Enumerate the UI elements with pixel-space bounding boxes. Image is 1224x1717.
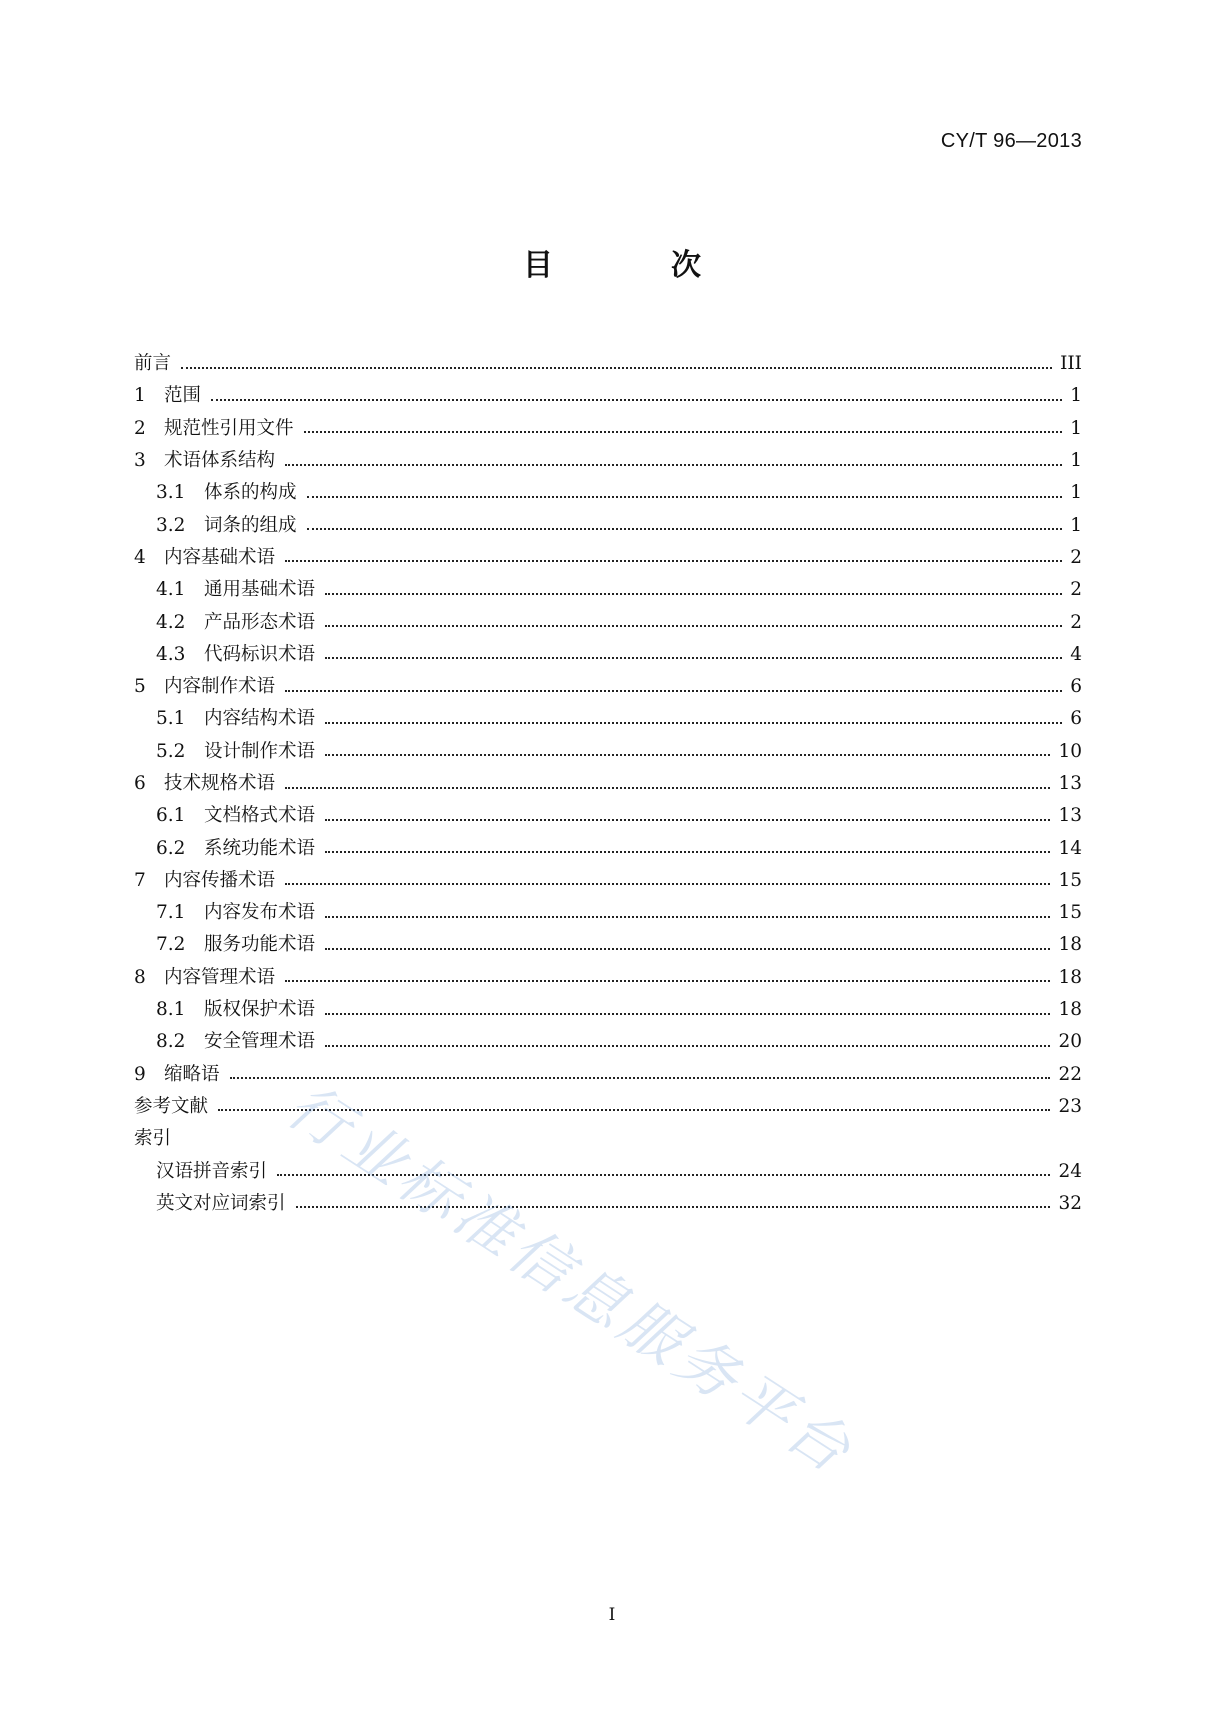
toc-entry-label: 内容管理术语 <box>164 966 276 988</box>
toc-entry[interactable] <box>134 929 1082 961</box>
toc-entry-page: 1 <box>1070 385 1082 407</box>
toc-entry-page: 15 <box>1058 869 1082 891</box>
toc-title-char-1: 目 <box>523 248 553 283</box>
toc-leader-dots <box>285 979 1050 982</box>
toc-entry-page: 13 <box>1058 773 1082 794</box>
toc-entry[interactable] <box>134 994 1082 1026</box>
toc-entry-number: 3 <box>134 450 146 472</box>
toc-entry-number: 4.3 <box>156 643 186 665</box>
toc-entry-number: 3.2 <box>156 514 186 536</box>
toc-leader-dots <box>325 850 1050 853</box>
toc-entry-label: 范围 <box>164 385 202 407</box>
watermark-text: 行业标准信息服务平台 <box>274 1070 867 1490</box>
toc-entry-label: 技术规格术语 <box>164 773 276 794</box>
toc-leader-dots <box>181 366 1052 369</box>
toc-entry-number: 7.2 <box>156 934 186 956</box>
toc-leader-dots <box>325 1012 1050 1015</box>
toc-leader-dots <box>325 721 1062 724</box>
toc-entry[interactable] <box>134 671 1082 703</box>
toc-entry[interactable] <box>134 542 1082 574</box>
toc-entry[interactable] <box>134 703 1082 735</box>
toc-entry-number: 7.1 <box>156 902 186 924</box>
toc-title <box>0 240 1224 284</box>
toc-entry-label: 规范性引用文件 <box>164 417 294 439</box>
toc-leader-dots <box>285 786 1050 789</box>
toc-entry[interactable] <box>134 413 1082 445</box>
toc-entry[interactable] <box>134 639 1082 671</box>
toc-entry[interactable] <box>134 477 1082 509</box>
toc-entry-number: 5 <box>134 676 146 698</box>
toc-entry-label: 前言 <box>134 353 172 375</box>
toc-entry[interactable] <box>134 897 1082 929</box>
toc-entry-label: 服务功能术语 <box>204 934 316 956</box>
toc-entry-page: 24 <box>1058 1160 1082 1182</box>
toc-leader-dots <box>307 495 1063 498</box>
toc-leader-dots <box>325 1044 1050 1047</box>
toc-entry-label: 体系的构成 <box>204 482 297 504</box>
toc-leader-dots <box>307 527 1063 530</box>
toc-entry-page: 2 <box>1070 611 1082 633</box>
toc-entry-label: 内容基础术语 <box>164 546 276 568</box>
toc-entry[interactable] <box>134 1059 1082 1091</box>
toc-leader-dots <box>325 915 1050 918</box>
toc-entry-label: 产品形态术语 <box>204 611 316 633</box>
toc-entry[interactable] <box>134 1155 1082 1187</box>
toc-entry-number: 8.1 <box>156 999 186 1021</box>
toc-leader-dots <box>277 1173 1050 1176</box>
toc-entry[interactable] <box>134 800 1082 832</box>
toc-leader-dots <box>296 1205 1051 1208</box>
toc-entry-number: 9 <box>134 1063 146 1085</box>
toc-leader-dots <box>325 753 1050 756</box>
toc-entry-page: 6 <box>1070 708 1082 730</box>
toc-leader-dots <box>218 1108 1050 1111</box>
toc-entry-label: 缩略语 <box>164 1063 220 1085</box>
toc-title-char-2: 次 <box>671 248 701 283</box>
toc-entry-page: 1 <box>1070 450 1082 472</box>
toc-entry-page: 20 <box>1058 1031 1082 1053</box>
toc-leader-dots <box>285 882 1050 885</box>
toc-entry-page: 23 <box>1058 1095 1082 1117</box>
toc-entry-number: 4 <box>134 546 146 568</box>
toc-entry-page: 2 <box>1070 579 1082 601</box>
toc-leader-dots <box>325 592 1062 595</box>
standard-code: CY/T 96—2013 <box>940 130 1082 152</box>
toc-entry[interactable] <box>134 1026 1082 1058</box>
toc-entry-number: 2 <box>134 417 146 439</box>
toc-entry-number: 6.2 <box>156 837 186 859</box>
toc-entry-number: 8.2 <box>156 1031 186 1053</box>
toc-entry-label: 参考文献 <box>134 1095 209 1117</box>
toc-entry-page: 14 <box>1058 837 1082 859</box>
toc-entry-number: 4.1 <box>156 579 186 601</box>
toc-entry-page: 1 <box>1070 417 1082 439</box>
toc-entry-label: 英文对应词索引 <box>156 1192 286 1214</box>
toc-entry-number: 8 <box>134 966 146 988</box>
toc-leader-dots <box>325 656 1062 659</box>
toc-entry[interactable] <box>134 606 1082 638</box>
toc-entry-label: 术语体系结构 <box>164 450 276 472</box>
table-of-contents <box>134 348 1082 1220</box>
toc-entry-label: 内容发布术语 <box>204 902 316 924</box>
toc-entry[interactable] <box>134 574 1082 606</box>
toc-entry-page: 18 <box>1058 999 1082 1021</box>
toc-entry-page: 32 <box>1058 1192 1082 1214</box>
toc-entry[interactable] <box>134 865 1082 897</box>
toc-entry-page: 6 <box>1070 676 1082 698</box>
toc-entry[interactable] <box>134 380 1082 412</box>
toc-entry-label: 通用基础术语 <box>204 579 316 601</box>
toc-leader-dots <box>325 818 1050 821</box>
toc-entry-label: 汉语拼音索引 <box>156 1160 268 1182</box>
toc-entry-page: 4 <box>1070 643 1082 665</box>
toc-entry-page: 18 <box>1058 966 1082 988</box>
toc-entry-page: 1 <box>1070 514 1082 536</box>
toc-entry-number: 5.2 <box>156 740 186 762</box>
toc-entry-number: 3.1 <box>156 482 186 504</box>
toc-entry-label: 安全管理术语 <box>204 1031 316 1053</box>
toc-entry-label: 系统功能术语 <box>204 837 316 859</box>
toc-entry-page: 13 <box>1058 805 1082 827</box>
toc-entry-label: 内容制作术语 <box>164 676 276 698</box>
toc-leader-dots <box>325 624 1062 627</box>
toc-entry-page: 2 <box>1070 546 1082 568</box>
toc-leader-dots <box>285 463 1062 466</box>
toc-entry[interactable] <box>134 832 1082 864</box>
toc-entry[interactable] <box>134 1123 1082 1155</box>
toc-entry-label: 内容传播术语 <box>164 869 276 891</box>
toc-entry-number: 1 <box>134 385 146 407</box>
toc-entry-number: 6.1 <box>156 805 186 827</box>
toc-entry-label: 设计制作术语 <box>204 740 316 762</box>
toc-entry[interactable] <box>134 509 1082 541</box>
toc-leader-dots <box>285 689 1062 692</box>
toc-entry[interactable] <box>134 736 1082 768</box>
toc-entry-page: 18 <box>1058 934 1082 956</box>
toc-entry[interactable] <box>134 962 1082 994</box>
toc-entry-page: III <box>1060 353 1082 375</box>
toc-entry-number: 4.2 <box>156 611 186 633</box>
toc-entry-label: 代码标识术语 <box>204 643 316 665</box>
toc-entry-number: 7 <box>134 869 146 891</box>
toc-entry-label: 内容结构术语 <box>204 708 316 730</box>
toc-entry[interactable] <box>134 768 1082 800</box>
toc-entry-label: 版权保护术语 <box>204 999 316 1021</box>
toc-entry-page: 22 <box>1058 1063 1082 1085</box>
toc-entry-label: 词条的组成 <box>204 514 297 536</box>
toc-entry-page: 10 <box>1058 740 1082 762</box>
toc-entry-page: 15 <box>1058 902 1082 924</box>
toc-entry[interactable] <box>134 445 1082 477</box>
toc-entry-label: 索引 <box>134 1128 172 1150</box>
toc-entry-page: 1 <box>1070 482 1082 504</box>
toc-entry[interactable] <box>134 1091 1082 1123</box>
toc-entry[interactable] <box>134 348 1082 380</box>
toc-leader-dots <box>230 1076 1051 1079</box>
page-number: I <box>608 1605 616 1625</box>
toc-leader-dots <box>285 559 1062 562</box>
toc-entry[interactable] <box>134 1188 1082 1220</box>
toc-leader-dots <box>325 947 1050 950</box>
toc-leader-dots <box>304 430 1063 433</box>
toc-entry-label: 文档格式术语 <box>204 805 316 827</box>
toc-leader-dots <box>211 398 1062 401</box>
toc-entry-number: 6 <box>134 773 146 794</box>
toc-entry-number: 5.1 <box>156 708 186 730</box>
